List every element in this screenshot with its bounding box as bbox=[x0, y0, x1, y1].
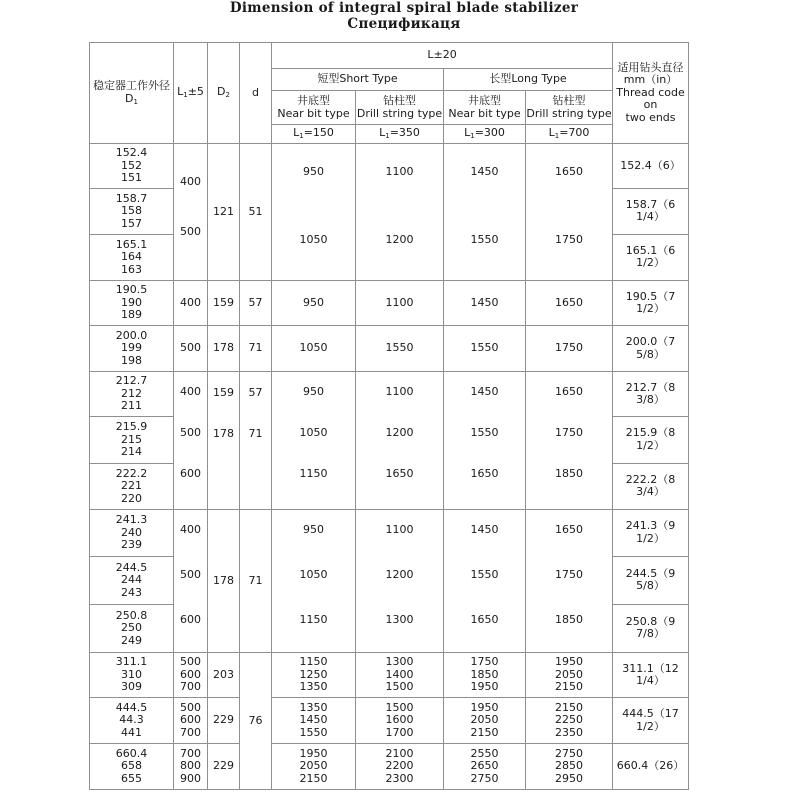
row-val: 950 bbox=[272, 281, 356, 326]
header-thread-en2: two ends bbox=[625, 110, 676, 124]
table-row-d1: 158.7 158 157 bbox=[90, 189, 174, 234]
table-row-thread: 158.7（6 1/4） bbox=[613, 189, 689, 234]
group-vals-near-bit-short: 950 1050 1150 bbox=[272, 372, 356, 510]
header-thread-en1: Thread code on bbox=[616, 85, 685, 112]
table-row-thread: 244.5（9 5/8） bbox=[613, 556, 689, 604]
row-val: 1150 1250 1350 bbox=[272, 653, 356, 698]
row-d2: 203 bbox=[208, 653, 240, 698]
table-row-thread: 215.9（8 1/2） bbox=[613, 417, 689, 463]
header-short-near-bit: 井底型 Near bit type bbox=[272, 91, 356, 125]
header-l1: L1±5 bbox=[174, 43, 208, 144]
table-row-d1: 444.5 44.3 441 bbox=[90, 698, 174, 744]
header-thread bbox=[613, 43, 689, 144]
header-length: L±20 bbox=[272, 43, 613, 69]
row-val: 1950 2050 2150 bbox=[272, 744, 356, 790]
group-d2: 159 178 bbox=[208, 372, 240, 510]
header-ll-1: L1=150 bbox=[272, 125, 356, 144]
header-short-drill-string: 钻柱型 Drill string type bbox=[356, 91, 444, 125]
group-vals-drill-string-long: 1650 1750 bbox=[526, 144, 613, 281]
row-val: 1550 bbox=[356, 326, 444, 372]
row-val: 1500 1600 1700 bbox=[356, 698, 444, 744]
group-l1: 400 500 600 bbox=[174, 372, 208, 510]
row-val: 2750 2850 2950 bbox=[526, 744, 613, 790]
document-title: Dimension of integral spiral blade stabilizer bbox=[229, 0, 579, 16]
row-val: 1350 1450 1550 bbox=[272, 698, 356, 744]
row-val: 1750 bbox=[526, 326, 613, 372]
table-row-d1: 165.1 164 163 bbox=[90, 234, 174, 280]
table-row-thread: 212.7（8 3/8） bbox=[613, 372, 689, 417]
table-row-d1: 190.5 190 189 bbox=[90, 281, 174, 326]
header-d2: D2 bbox=[208, 43, 240, 144]
header-d1-symbol: D1 bbox=[125, 91, 138, 106]
table-row-thread: 190.5（7 1/2） bbox=[613, 281, 689, 326]
row-d2: 229 bbox=[208, 698, 240, 744]
group-vals-near-bit-long: 1450 1550 bbox=[444, 144, 526, 281]
group-d: 57 71 bbox=[240, 372, 272, 510]
row-val: 2150 2250 2350 bbox=[526, 698, 613, 744]
row-l1: 500 bbox=[174, 326, 208, 372]
table-row-d1: 200.0 199 198 bbox=[90, 326, 174, 372]
group-vals-drill-string-short: 1100 1200 1300 bbox=[356, 510, 444, 653]
row-l1: 700 800 900 bbox=[174, 744, 208, 790]
group-d2: 121 bbox=[208, 144, 240, 281]
table-row-thread: 200.0（7 5/8） bbox=[613, 326, 689, 372]
row-val: 1950 2050 2150 bbox=[526, 653, 613, 698]
table-row-d1: 222.2 221 220 bbox=[90, 463, 174, 509]
group-vals-near-bit-long: 1450 1550 1650 bbox=[444, 372, 526, 510]
table-row-d1: 212.7 212 211 bbox=[90, 372, 174, 417]
row-val: 1100 bbox=[356, 281, 444, 326]
spec-table bbox=[89, 42, 689, 790]
group-d: 51 bbox=[240, 144, 272, 281]
group-vals-drill-string-short: 1100 1200 1650 bbox=[356, 372, 444, 510]
row-val: 1650 bbox=[526, 281, 613, 326]
table-row-d1: 244.5 244 243 bbox=[90, 556, 174, 604]
header-d: d bbox=[240, 43, 272, 144]
row-val: 1450 bbox=[444, 281, 526, 326]
document-subtitle: Спецификаця bbox=[347, 16, 461, 32]
row-val: 1550 bbox=[444, 326, 526, 372]
row-val: 2100 2200 2300 bbox=[356, 744, 444, 790]
header-ll-4: L1=700 bbox=[526, 125, 613, 144]
row-d2: 229 bbox=[208, 744, 240, 790]
header-long-type: 长型Long Type bbox=[444, 69, 613, 91]
table-row-d1: 152.4 152 151 bbox=[90, 144, 174, 189]
table-row-thread: 444.5（17 1/2） bbox=[613, 698, 689, 744]
header-long-drill-string: 钻柱型 Drill string type bbox=[526, 91, 613, 125]
row-val: 2550 2650 2750 bbox=[444, 744, 526, 790]
group-l1: 400 500 bbox=[174, 144, 208, 281]
row-val: 1300 1400 1500 bbox=[356, 653, 444, 698]
header-d1 bbox=[90, 43, 174, 144]
header-thread-unit: mm（in） bbox=[623, 73, 678, 87]
table-row-thread: 165.1（6 1/2） bbox=[613, 234, 689, 280]
table-row-thread: 152.4（6） bbox=[613, 144, 689, 189]
header-d1-zh: 稳定器工作外径 bbox=[93, 79, 170, 92]
group-vals-near-bit-short: 950 1050 bbox=[272, 144, 356, 281]
table-row-d1: 215.9 215 214 bbox=[90, 417, 174, 463]
table-row-thread: 241.3（9 1/2） bbox=[613, 510, 689, 557]
row-val: 1050 bbox=[272, 326, 356, 372]
row-l1: 400 bbox=[174, 281, 208, 326]
group-vals-near-bit-short: 950 1050 1150 bbox=[272, 510, 356, 653]
row-d: 57 bbox=[240, 281, 272, 326]
header-long-near-bit: 井底型 Near bit type bbox=[444, 91, 526, 125]
table-row-thread: 222.2（8 3/4） bbox=[613, 463, 689, 509]
table-row-thread: 660.4（26） bbox=[613, 744, 689, 790]
header-ll-3: L1=300 bbox=[444, 125, 526, 144]
table-row-d1: 250.8 250 249 bbox=[90, 604, 174, 652]
group-vals-near-bit-long: 1450 1550 1650 bbox=[444, 510, 526, 653]
header-short-type: 短型Short Type bbox=[272, 69, 444, 91]
row-d2: 178 bbox=[208, 326, 240, 372]
group-d: 71 bbox=[240, 510, 272, 653]
header-ll-2: L1=350 bbox=[356, 125, 444, 144]
row-d: 71 bbox=[240, 326, 272, 372]
table-row-d1: 241.3 240 239 bbox=[90, 510, 174, 557]
group-vals-drill-string-long: 1650 1750 1850 bbox=[526, 510, 613, 653]
row-val: 1750 1850 1950 bbox=[444, 653, 526, 698]
row-l1: 500 600 700 bbox=[174, 653, 208, 698]
group-vals-drill-string-long: 1650 1750 1850 bbox=[526, 372, 613, 510]
table-row-thread: 311.1（12 1/4） bbox=[613, 653, 689, 698]
row-l1: 500 600 700 bbox=[174, 698, 208, 744]
group-d2: 178 bbox=[208, 510, 240, 653]
row-val: 1950 2050 2150 bbox=[444, 698, 526, 744]
row-d2: 159 bbox=[208, 281, 240, 326]
group-vals-drill-string-short: 1100 1200 bbox=[356, 144, 444, 281]
group-d: 76 bbox=[240, 653, 272, 790]
table-row-d1: 311.1 310 309 bbox=[90, 653, 174, 698]
table-row-thread: 250.8（9 7/8） bbox=[613, 604, 689, 652]
header-thread-zh: 适用钻头直径 bbox=[617, 60, 684, 74]
table-row-d1: 660.4 658 655 bbox=[90, 744, 174, 790]
group-l1: 400 500 600 bbox=[174, 510, 208, 653]
